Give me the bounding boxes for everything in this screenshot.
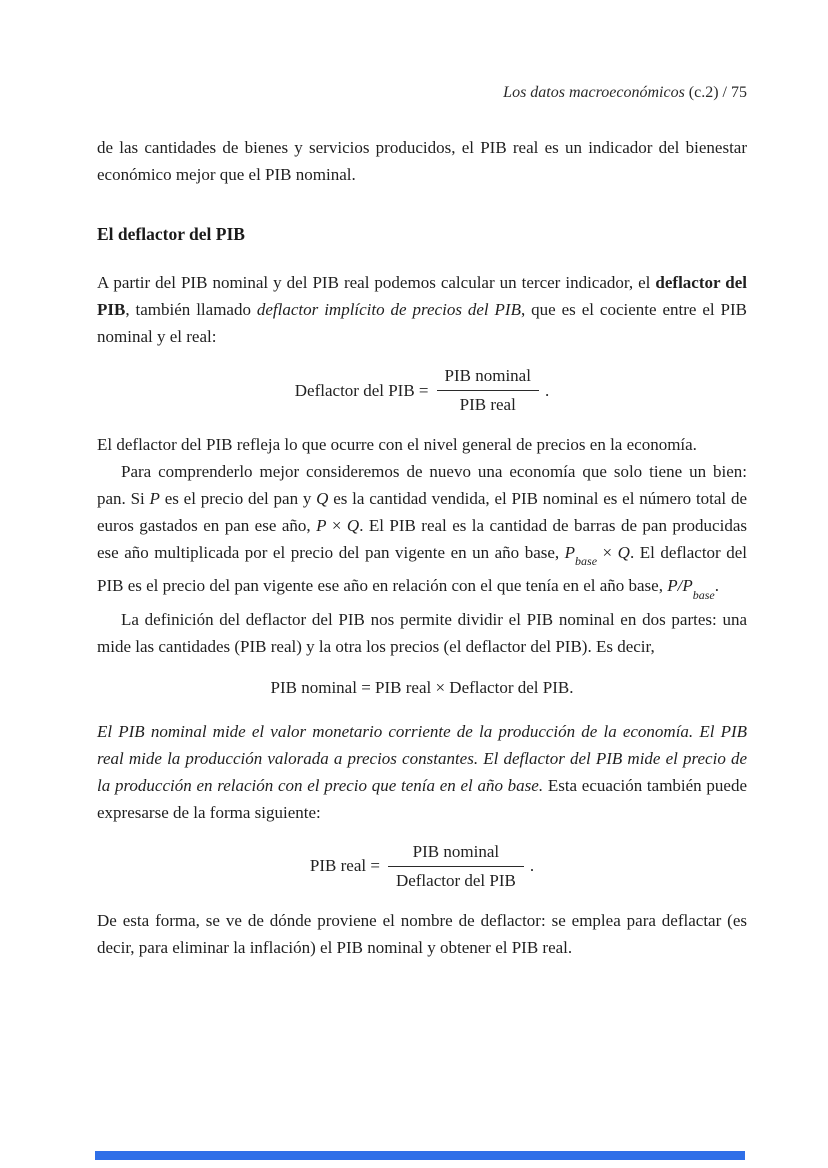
formula-deflactor	[97, 366, 747, 415]
bold-term: deflactor del PIB	[97, 273, 747, 319]
variable-q: Q	[316, 489, 329, 508]
text-run: . El PIB real es la cantidad de barras de pan producidas ese año multiplicada por el precio del pan vigente en un año base,	[97, 516, 747, 562]
subscript-base: base	[692, 587, 715, 602]
fraction	[437, 366, 539, 415]
paragraph-definition	[97, 269, 747, 350]
fraction-numerator: PIB nominal	[388, 842, 524, 867]
fraction-denominator: Deflactor del PIB	[395, 870, 516, 890]
text-run: es la cantidad vendida, el PIB nominal es el número total de euros gastados en pan ese año,	[97, 489, 747, 535]
formula-lhs: PIB real =	[309, 856, 380, 876]
italic-term: deflactor implícito de precios del PIB	[256, 300, 521, 319]
text-run: , también llamado	[125, 300, 257, 319]
intro-paragraph: de las cantidades de bienes y servicios producidos, el PIB real es un indicador del bienestar económico mejor que el PIB nominal.	[97, 138, 747, 184]
text-run: es el precio del pan y	[159, 489, 317, 508]
equation-pib-nominal: PIB nominal = PIB real × Deflactor del PIB.	[270, 677, 574, 697]
fraction-denominator: PIB real	[459, 395, 516, 414]
formula-period: .	[544, 380, 550, 400]
text-run: , que es el cociente entre el PIB nominal y el real:	[97, 300, 747, 346]
formula-pib-real	[97, 842, 747, 891]
section-heading: El deflactor del PIB	[97, 224, 245, 244]
variable-q: Q	[346, 516, 360, 535]
paragraph-closing: De esta forma, se ve de dónde proviene el nombre de deflactor: se emplea para deflactar (es decir, para eliminar la inflación) el PIB nominal y obtener el PIB real.	[97, 910, 747, 957]
variable-p-ratio: P/P	[667, 576, 693, 596]
formula-period: .	[529, 856, 535, 876]
paragraph-pan-example	[97, 458, 747, 606]
running-header-title: Los datos macroeconómicos	[503, 84, 685, 101]
fraction	[388, 842, 524, 891]
subscript-base: base	[575, 554, 598, 569]
text-run: Para comprenderlo mejor consideremos de nuevo una economía que solo tiene un bien: pan. Si	[97, 462, 747, 508]
times-operator: ×	[597, 543, 618, 562]
variable-p: P	[316, 516, 327, 535]
running-header	[97, 84, 747, 102]
text-run: A partir del PIB nominal y del PIB real podemos calcular un tercer indicador, el	[97, 273, 656, 292]
times-operator: ×	[326, 516, 347, 535]
variable-p: P	[564, 543, 576, 562]
text-run: Esta ecuación también puede expresarse de la forma siguiente:	[97, 775, 747, 822]
italic-summary: El PIB nominal mide el valor monetario corriente de la producción de la economía. El PIB real mide la producción valorada a precios constantes. El deflactor del PIB mide el precio de la producción en relación con el precio que tenía en el año base.	[97, 721, 747, 795]
text-run: . El deflactor del PIB es el precio del pan vigente ese año en relación con el que tenía en el año base,	[97, 543, 747, 596]
fraction-numerator: PIB nominal	[437, 366, 539, 391]
page-content	[97, 84, 747, 961]
variable-q: Q	[617, 543, 630, 562]
paragraph-division: La definición del deflactor del PIB nos permite dividir el PIB nominal en dos partes: una mide las cantidades (PIB real) y la otra los precios (el deflactor del PIB). Es decir,	[97, 609, 747, 656]
text-run: .	[714, 576, 719, 596]
running-header-page-number: (c.2) / 75	[684, 84, 747, 101]
page-bottom-highlight-bar	[95, 1151, 745, 1160]
formula-lhs: Deflactor del PIB =	[294, 380, 429, 400]
variable-p: P	[149, 489, 160, 508]
paragraph-refleja: El deflactor del PIB refleja lo que ocurre con el nivel general de precios en la economía.	[97, 435, 697, 454]
paragraph-italic-summary	[97, 718, 747, 826]
